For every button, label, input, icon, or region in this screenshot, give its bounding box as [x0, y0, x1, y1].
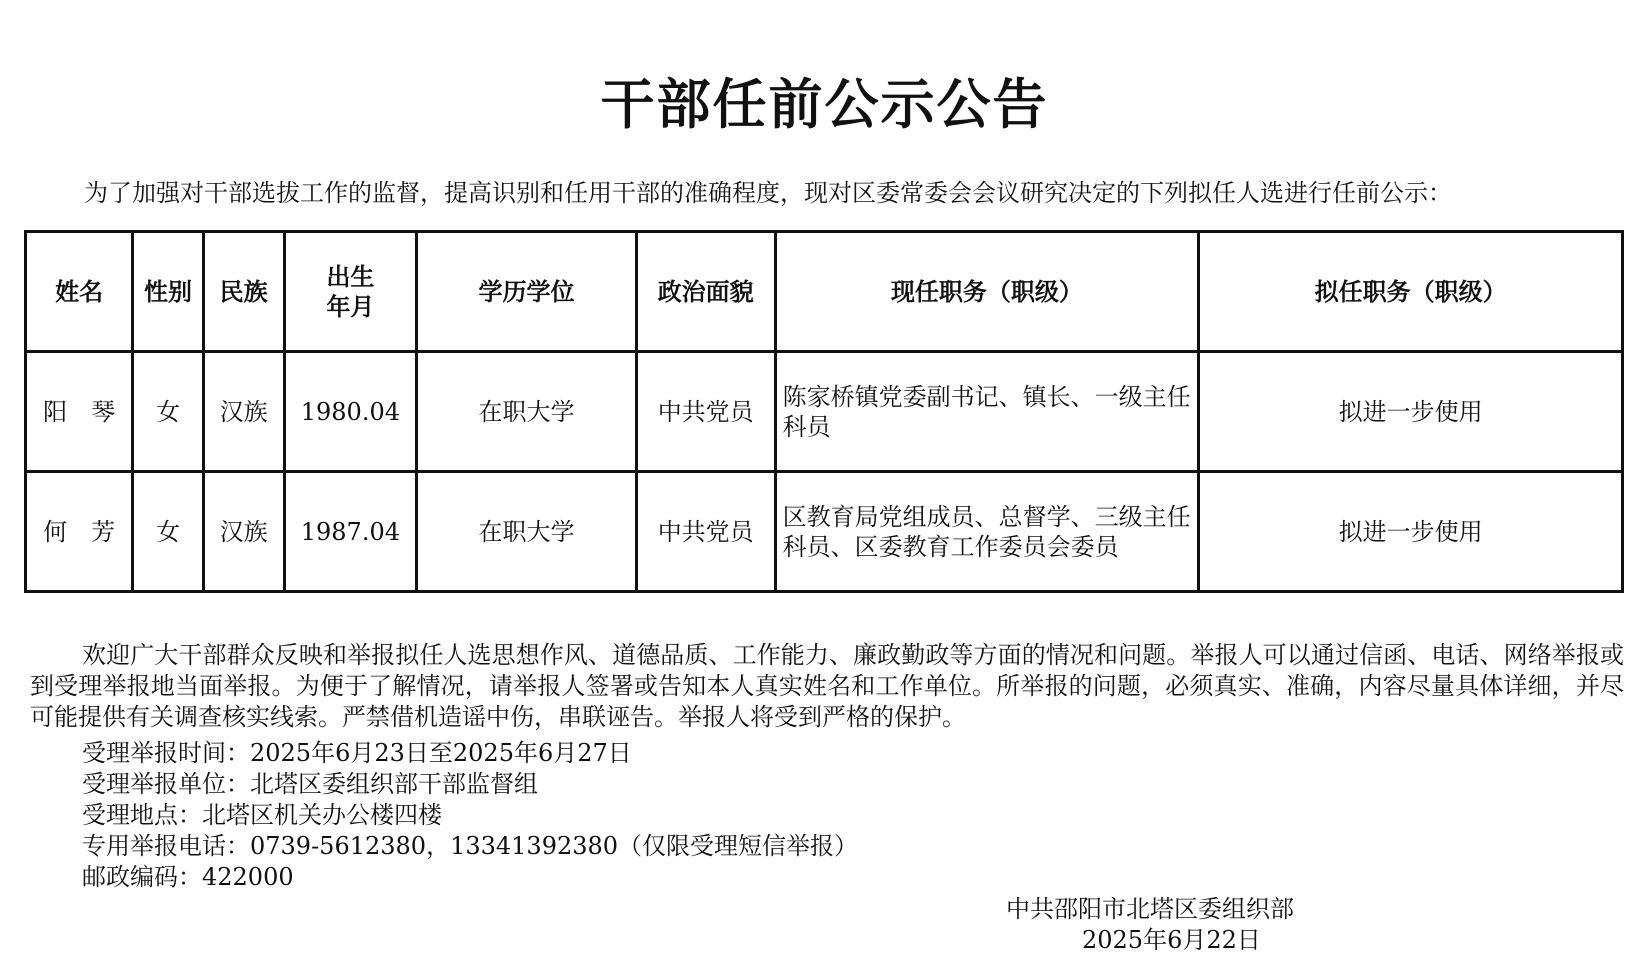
- cell-proposed-position: 拟进一步使用: [1199, 352, 1623, 472]
- header-ethnicity: 民族: [203, 232, 284, 352]
- cell-education: 在职大学: [417, 352, 637, 472]
- cell-birth: 1987.04: [284, 472, 416, 592]
- document-title: 干部任前公示公告: [600, 73, 1049, 136]
- header-gender: 性别: [133, 232, 203, 352]
- cell-political: 中共党员: [636, 352, 775, 472]
- cell-ethnicity: 汉族: [203, 352, 284, 472]
- signature-org: 中共邵阳市北塔区委组织部: [1006, 895, 1294, 923]
- header-proposed-position: 拟任职务（职级）: [1199, 232, 1623, 352]
- header-name: 姓名: [26, 232, 133, 352]
- cell-gender: 女: [133, 352, 203, 472]
- signature-date: 2025年6月22日: [1082, 926, 1261, 954]
- cell-gender: 女: [133, 472, 203, 592]
- report-place: 受理地点：北塔区机关办公楼四楼: [82, 801, 442, 829]
- header-birth: [284, 232, 416, 352]
- header-birth-line2: 年月: [326, 292, 375, 321]
- cell-current-position: 区教育局党组成员、总督学、三级主任科员、区委教育工作委员会委员: [775, 472, 1199, 592]
- cell-political: 中共党员: [636, 472, 775, 592]
- report-time: 受理举报时间：2025年6月23日至2025年6月27日: [82, 739, 632, 767]
- cell-name: 何 芳: [26, 472, 133, 592]
- header-education: 学历学位: [417, 232, 637, 352]
- cell-ethnicity: 汉族: [203, 472, 284, 592]
- header-current-position: 现任职务（职级）: [775, 232, 1199, 352]
- report-unit: 受理举报单位：北塔区委组织部干部监督组: [82, 770, 538, 798]
- table-row: [26, 472, 1623, 592]
- cell-name: 阳 琴: [26, 352, 133, 472]
- postcode: 邮政编码：422000: [82, 863, 294, 891]
- cell-education: 在职大学: [417, 472, 637, 592]
- cell-proposed-position: 拟进一步使用: [1199, 472, 1623, 592]
- candidate-table: [24, 230, 1624, 593]
- table-header-row: [26, 232, 1623, 352]
- header-birth-line1: 出生: [326, 262, 375, 291]
- cell-current-position: 陈家桥镇党委副书记、镇长、一级主任科员: [775, 352, 1199, 472]
- intro-paragraph: 为了加强对干部选拔工作的监督，提高识别和任用干部的准确程度，现对区委常委会会议研究决定的下列拟任人选进行任前公示：: [84, 179, 1452, 207]
- report-phone: 专用举报电话：0739-5612380，13341392380（仅限受理短信举报）: [82, 832, 859, 860]
- cell-birth: 1980.04: [284, 352, 416, 472]
- table-row: [26, 352, 1623, 472]
- header-political: 政治面貌: [636, 232, 775, 352]
- notice-paragraph: 欢迎广大干部群众反映和举报拟任人选思想作风、道德品质、工作能力、廉政勤政等方面的情况和问题。举报人可以通过信函、电话、网络举报或到受理举报地当面举报。为便于了解情况，请举报人签署或告知本人真实姓名和工作单位。所举报的问题，必须真实、准确，内容尽量具体详细，并尽可能提供有关调查核实线索。严禁借机造谣中伤，串联诬告。举报人将受到严格的保护。: [30, 641, 1624, 731]
